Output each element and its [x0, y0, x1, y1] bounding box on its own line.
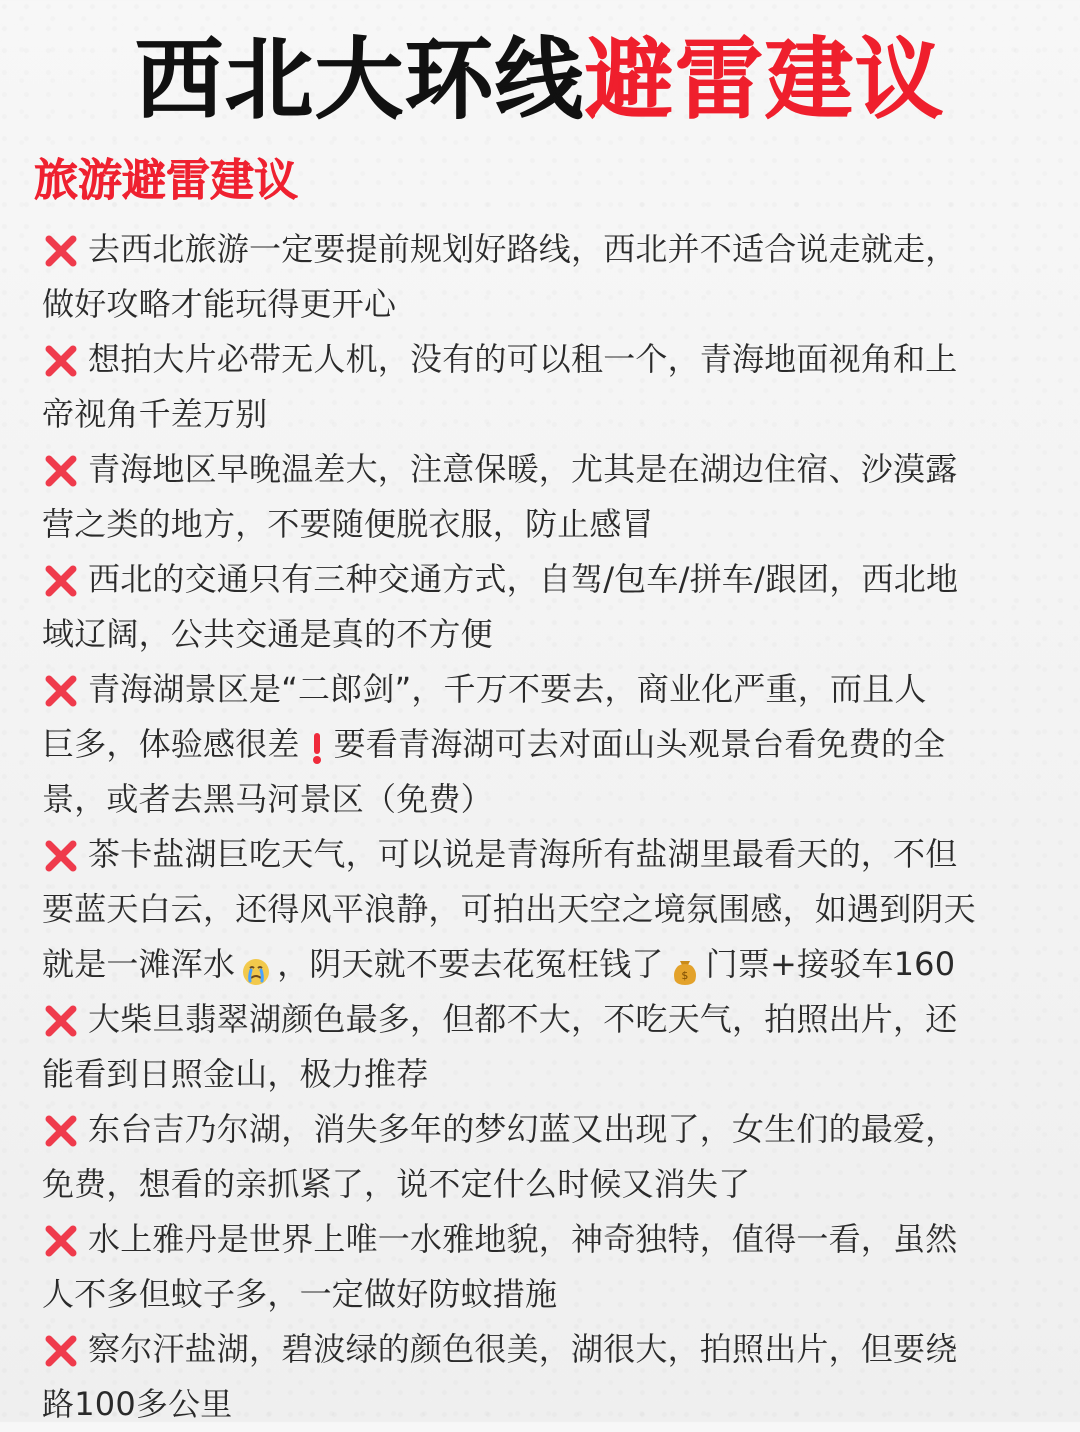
tip-line: 做好攻略才能玩得更开心 [42, 285, 397, 323]
tip-line: 路100多公里 [42, 1385, 233, 1423]
tip-line: 景，或者去黑马河景区（免费） [42, 780, 493, 818]
tip-item-7 [42, 992, 1038, 1102]
tip-text: ，阴天就不要去花冤枉钱了 [277, 945, 664, 983]
tip-line [42, 992, 1038, 1047]
title-red-text: 避雷建议 [585, 28, 946, 131]
tip-line: 营之类的地方，不要随便脱衣服，防止感冒 [42, 505, 654, 543]
tip-text: 想拍大片必带无人机，没有的可以租一个，青海地面视角和上 [88, 340, 958, 378]
tip-line: 人不多但蚊子多，一定做好防蚊措施 [42, 1275, 558, 1313]
tip-text: 青海湖景区是“二郎剑”，千万不要去，商业化严重，而且人 [88, 670, 927, 708]
tip-text: 大柴旦翡翠湖颜色最多，但都不大，不吃天气，拍照出片，还 [88, 1000, 958, 1038]
tip-text: 去西北旅游一定要提前规划好路线，西北并不适合说走就走， [88, 230, 958, 268]
money-bag-icon [670, 949, 700, 982]
tip-text: 水上雅丹是世界上唯一水雅地貌，神奇独特，值得一看，虽然 [88, 1220, 958, 1258]
cross-mark-icon [42, 1002, 80, 1040]
tip-line: 免费，想看的亲抓紧了，说不定什么时候又消失了 [42, 1165, 751, 1203]
tip-item-5 [42, 662, 1038, 827]
tips-list [42, 222, 1038, 1432]
title-black-text: 西北大环线 [134, 28, 585, 131]
tip-line: 域辽阔，公共交通是真的不方便 [42, 615, 493, 653]
tip-text: 要看青海湖可去对面山头观景台看免费的全 [333, 725, 946, 763]
tip-item-2 [42, 332, 1038, 442]
crying-face-icon [241, 949, 271, 979]
tip-item-4 [42, 552, 1038, 662]
tip-item-3 [42, 442, 1038, 552]
tip-text: 西北的交通只有三种交通方式，自驾/包车/拼车/跟团，西北地 [88, 560, 959, 598]
tip-item-10 [42, 1322, 1038, 1432]
tip-item-6 [42, 827, 1038, 992]
tip-text: 就是一滩浑水 [42, 945, 236, 983]
cross-mark-icon [42, 837, 80, 875]
tip-line [42, 1322, 1038, 1377]
tip-line [42, 1212, 1038, 1267]
tip-line [42, 662, 1038, 717]
tip-text: 巨多，体验感很差 [42, 725, 300, 763]
tip-text: 茶卡盐湖巨吃天气，可以说是青海所有盐湖里最看天的，不但 [88, 835, 958, 873]
tip-line [42, 442, 1038, 497]
cross-mark-icon [42, 232, 80, 270]
tip-line: 能看到日照金山，极力推荐 [42, 1055, 429, 1093]
cross-mark-icon [42, 452, 80, 490]
exclamation-icon [310, 727, 324, 761]
tip-item-9 [42, 1212, 1038, 1322]
tip-line [42, 827, 1038, 882]
cross-mark-icon [42, 1112, 80, 1150]
tip-item-8 [42, 1102, 1038, 1212]
cross-mark-icon [42, 1332, 80, 1370]
cross-mark-icon [42, 562, 80, 600]
tip-text: 门票+接驳车160 [705, 945, 956, 983]
cross-mark-icon [42, 342, 80, 380]
cross-mark-icon [42, 1222, 80, 1260]
tip-line: 要蓝天白云，还得风平浪静，可拍出天空之境氛围感，如遇到阴天 [42, 890, 976, 928]
tip-text: 察尔汗盐湖，碧波绿的颜色很美，湖很大，拍照出片，但要绕 [88, 1330, 958, 1368]
page-title [42, 18, 1038, 142]
tip-line [42, 937, 1038, 992]
tip-text: 青海地区早晚温差大，注意保暖，尤其是在湖边住宿、沙漠露 [88, 450, 958, 488]
tip-line: 帝视角千差万别 [42, 395, 268, 433]
tip-line [42, 552, 1038, 607]
section-title: 旅游避雷建议 [34, 155, 298, 206]
tip-item-1 [42, 222, 1038, 332]
tip-line [42, 717, 1038, 772]
tip-text: 东台吉乃尔湖，消失多年的梦幻蓝又出现了，女生们的最爱， [88, 1110, 958, 1148]
tip-line [42, 222, 1038, 277]
tip-line [42, 1102, 1038, 1157]
tip-line [42, 332, 1038, 387]
cross-mark-icon [42, 672, 80, 710]
svg-text:$: $ [681, 969, 689, 982]
